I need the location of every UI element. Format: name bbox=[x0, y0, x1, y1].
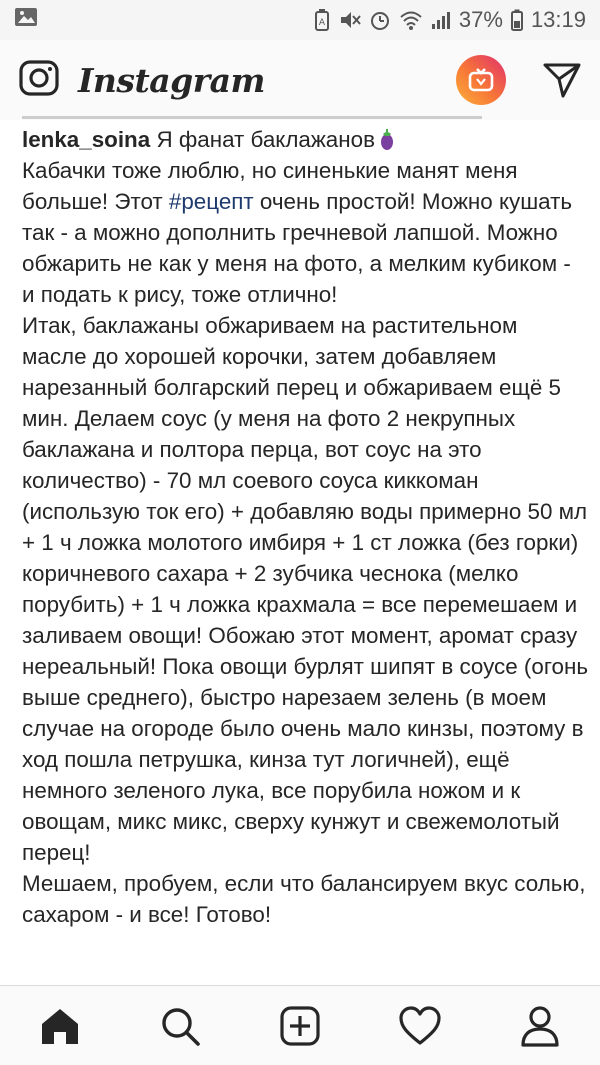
battery-percent: 37% bbox=[458, 7, 503, 32]
add-post-icon[interactable] bbox=[270, 996, 330, 1056]
bottom-navigation bbox=[0, 985, 600, 1065]
mute-icon bbox=[339, 9, 361, 31]
battery-icon bbox=[511, 9, 523, 31]
caption-paragraph-3: Мешаем, пробуем, если что балансируем вкус солью, сахаром - и все! Готово! bbox=[22, 871, 586, 927]
caption-paragraph-2: Итак, баклажаны обжариваем на растительном масле до хорошей корочки, затем добавляем нарезанный болгарский перец и обжариваем ещё 5 мин. Делаем соус (у меня на фото 2 некрупных баклажана и полтора перца, вот соус на это количество) - 70 мл соевого соуса киккоман (использую ток его) + добавляю воды примерно 50 мл + 1 ч ложка молотого имбиря + 1 ст ложка (без горки) коричневого сахара + 2 зубчика чеснока (мелко порубить) + 1 ч ложка крахмала = все перемешаем и заливаем овощи! Обожаю этот момент, аромат сразу нереальный! Пока овощи бурлят шипят в соусе (огонь выше среднего), быстро нарезаем зелень (в моем случае на огороде было очень мало кинзы, поэтому в ход пошла петрушка, кинза тут логичней), ещё немного зеленого лука, все порубила ножом и к овощам, микс микс, сверху кунжут и свежемолотый перец! bbox=[22, 313, 588, 865]
wifi-icon bbox=[399, 10, 423, 30]
caption-paragraph-1 bbox=[22, 124, 588, 310]
gallery-notification-icon bbox=[14, 7, 38, 33]
caption-text-before-hashtag: Кабачки тоже люблю, но синенькие манят меня больше! Этот bbox=[22, 158, 518, 214]
signal-icon bbox=[431, 10, 451, 30]
clock: 13:19 bbox=[530, 7, 586, 32]
post-caption bbox=[22, 124, 588, 930]
caption-intro: Я фанат баклажанов bbox=[156, 127, 375, 152]
activity-heart-icon[interactable] bbox=[390, 996, 450, 1056]
battery-saver-icon bbox=[313, 9, 331, 31]
caption-text-after-hashtag: очень простой! Можно кушать так - а можно дополнить гречневой лапшой. Можно обжарить не как у меня на фото, а мелким кубиком - и подать к рису, тоже отлично! bbox=[22, 189, 573, 307]
app-header bbox=[0, 40, 600, 120]
home-icon[interactable] bbox=[30, 996, 90, 1056]
search-icon[interactable] bbox=[150, 996, 210, 1056]
alarm-icon bbox=[369, 9, 391, 31]
camera-icon[interactable] bbox=[18, 57, 60, 104]
instagram-logo: Instagram bbox=[78, 60, 265, 100]
clipped-previous-line bbox=[22, 112, 482, 120]
status-bar-left bbox=[14, 7, 38, 33]
username-link[interactable]: lenka_soina bbox=[22, 127, 151, 152]
svg-text:A: A bbox=[318, 18, 325, 28]
status-bar bbox=[0, 0, 600, 40]
profile-icon[interactable] bbox=[510, 996, 570, 1056]
igtv-icon[interactable] bbox=[456, 55, 506, 105]
direct-message-icon[interactable] bbox=[542, 60, 582, 100]
status-bar-right bbox=[313, 7, 586, 33]
hashtag-link[interactable]: #рецепт bbox=[168, 189, 254, 214]
eggplant-emoji-icon bbox=[379, 128, 395, 150]
